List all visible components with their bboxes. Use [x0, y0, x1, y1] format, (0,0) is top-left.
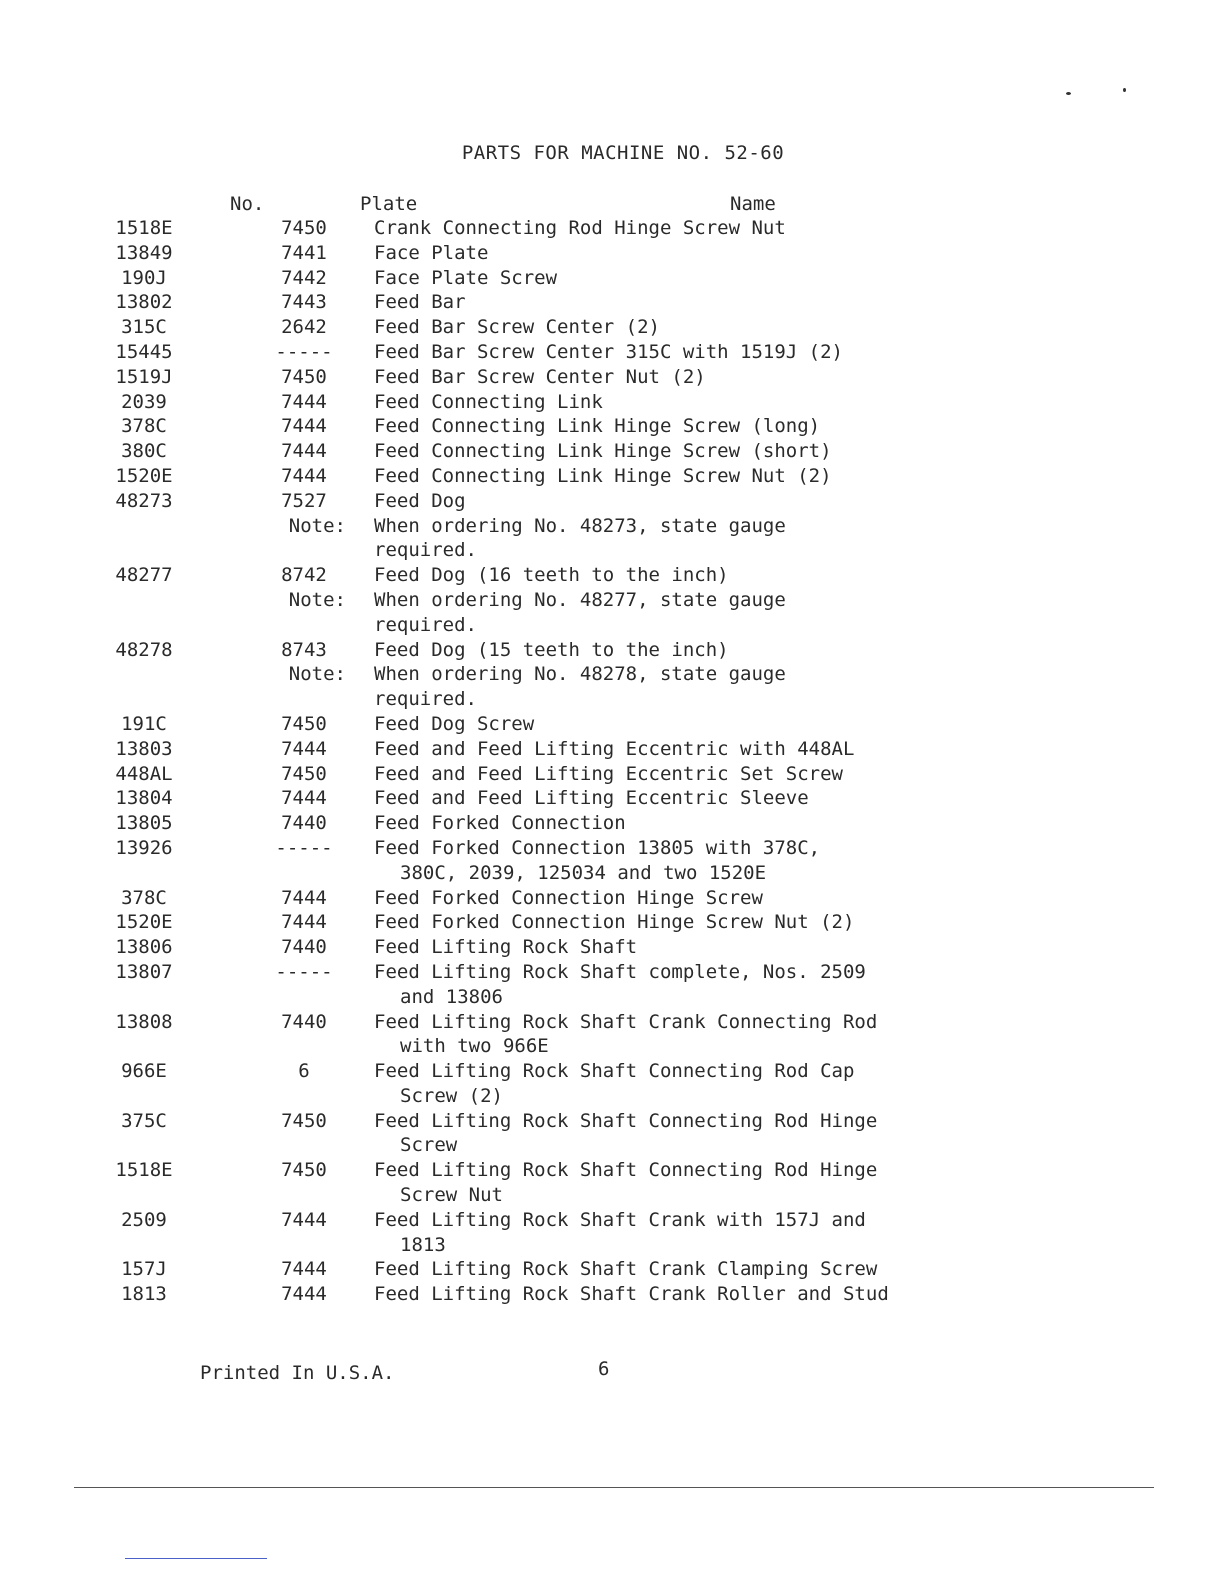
plate-number: 7450 — [281, 365, 327, 388]
continuation-row — [0, 861, 1224, 886]
part-row — [0, 786, 1224, 811]
plate-number — [188, 1133, 358, 1158]
blue-divider — [125, 1558, 267, 1559]
part-name: Feed Dog (16 teeth to the inch) — [374, 564, 729, 587]
continuation-row — [0, 985, 1224, 1010]
plate-number: 7440 — [281, 936, 327, 959]
plate-number: 7444 — [281, 886, 327, 909]
part-row — [0, 390, 1224, 415]
plate-number: 7444 — [281, 464, 327, 487]
part-row — [0, 687, 1224, 712]
part-number — [0, 588, 188, 613]
plate-number: 6 — [298, 1060, 310, 1083]
continuation-row — [0, 1084, 1224, 1109]
plate-number — [188, 861, 358, 886]
plate-number — [188, 1233, 358, 1258]
part-name: Feed Dog Screw — [374, 712, 535, 735]
plate-number — [188, 1034, 358, 1059]
plate-number: 7443 — [281, 291, 327, 314]
part-number — [0, 613, 188, 638]
part-name: required. — [374, 539, 477, 562]
plate-number: 8742 — [281, 564, 327, 587]
part-name: with two 966E — [400, 1035, 549, 1058]
part-number: 13806 — [115, 936, 173, 959]
plate-number: 7444 — [281, 787, 327, 810]
part-name: Feed Lifting Rock Shaft Connecting Rod Hinge — [374, 1109, 878, 1132]
part-row — [0, 935, 1224, 960]
part-name: required. — [374, 613, 477, 636]
plate-number: 7444 — [281, 1208, 327, 1231]
part-row — [0, 290, 1224, 315]
part-number: 157J — [121, 1258, 167, 1281]
part-number: 13803 — [115, 737, 173, 760]
part-name: Feed Forked Connection Hinge Screw Nut (2) — [374, 911, 855, 934]
part-number: 191C — [121, 712, 167, 735]
plate-number: 7444 — [281, 440, 327, 463]
part-name: When ordering No. 48278, state gauge — [374, 663, 786, 686]
part-name: When ordering No. 48277, state gauge — [374, 588, 786, 611]
plate-number: 7440 — [281, 1010, 327, 1033]
part-number — [0, 985, 188, 1010]
part-name: Feed Bar Screw Center (2) — [374, 316, 660, 339]
part-row — [0, 464, 1224, 489]
part-number: 1520E — [115, 464, 173, 487]
part-row — [0, 910, 1224, 935]
part-name: 380C, 2039, 125034 and two 1520E — [400, 861, 767, 884]
part-row — [0, 414, 1224, 439]
part-name: Feed Lifting Rock Shaft Connecting Rod Cap — [374, 1060, 855, 1083]
part-name: Feed and Feed Lifting Eccentric Set Screw — [374, 762, 843, 785]
part-number: 378C — [121, 415, 167, 438]
plate-number: 7450 — [281, 1159, 327, 1182]
note-row — [0, 662, 1224, 687]
part-name: Screw (2) — [400, 1084, 503, 1107]
part-row — [0, 1109, 1224, 1134]
part-name: and 13806 — [400, 985, 503, 1008]
plate-number: 7444 — [281, 737, 327, 760]
part-number: 48277 — [115, 564, 173, 587]
part-name: Feed Dog — [374, 489, 466, 512]
part-row — [0, 762, 1224, 787]
column-header-plate: Plate — [360, 193, 418, 215]
part-name: Feed Connecting Link Hinge Screw (long) — [374, 415, 821, 438]
part-row — [0, 613, 1224, 638]
part-number: 15445 — [115, 340, 173, 363]
part-name: Feed Forked Connection 13805 with 378C, — [374, 836, 821, 859]
part-name: Feed Bar — [374, 291, 466, 314]
part-number — [0, 861, 188, 886]
plate-number: ----- — [275, 340, 333, 363]
continuation-row — [0, 1133, 1224, 1158]
part-number: 1813 — [121, 1283, 167, 1306]
parts-table — [0, 216, 1224, 1307]
part-row — [0, 886, 1224, 911]
plate-number — [188, 985, 358, 1010]
part-row — [0, 439, 1224, 464]
plate-number: 7450 — [281, 1109, 327, 1132]
part-row — [0, 737, 1224, 762]
part-name: Feed Connecting Link Hinge Screw Nut (2) — [374, 464, 832, 487]
part-number: 13849 — [115, 241, 173, 264]
plate-number — [188, 1183, 358, 1208]
part-number — [0, 1084, 188, 1109]
plate-number — [188, 1084, 358, 1109]
part-number — [0, 1133, 188, 1158]
part-row — [0, 836, 1224, 861]
part-name: Feed Connecting Link Hinge Screw (short) — [374, 440, 832, 463]
part-name: Feed and Feed Lifting Eccentric with 448AL — [374, 737, 855, 760]
plate-number: Note: — [288, 663, 346, 686]
page-number: 6 — [598, 1358, 610, 1380]
part-name: Feed Forked Connection Hinge Screw — [374, 886, 763, 909]
part-name: Feed Lifting Rock Shaft Crank Connecting Rod — [374, 1010, 878, 1033]
part-name: Feed Lifting Rock Shaft Crank with 157J and — [374, 1208, 866, 1231]
part-number: 48273 — [115, 489, 173, 512]
part-number — [0, 1034, 188, 1059]
part-number: 448AL — [115, 762, 173, 785]
part-number: 190J — [121, 266, 167, 289]
part-name: Feed Forked Connection — [374, 812, 626, 835]
continuation-row — [0, 1183, 1224, 1208]
column-header-no: No. — [230, 193, 265, 215]
plate-number: 7440 — [281, 812, 327, 835]
part-number: 375C — [121, 1109, 167, 1132]
plate-number: 7444 — [281, 1283, 327, 1306]
part-row — [0, 365, 1224, 390]
part-row — [0, 811, 1224, 836]
plate-number — [188, 613, 358, 638]
part-row — [0, 489, 1224, 514]
plate-number — [188, 687, 358, 712]
part-number: 13804 — [115, 787, 173, 810]
part-row — [0, 266, 1224, 291]
part-name: When ordering No. 48273, state gauge — [374, 514, 786, 537]
part-number: 13926 — [115, 836, 173, 859]
part-number: 2039 — [121, 390, 167, 413]
column-header-name: Name — [730, 193, 776, 215]
note-row — [0, 514, 1224, 539]
plate-number: ----- — [275, 960, 333, 983]
part-row — [0, 563, 1224, 588]
plate-number: 7450 — [281, 217, 327, 239]
part-row — [0, 638, 1224, 663]
part-number: 1518E — [115, 1159, 173, 1182]
plate-number: 7444 — [281, 415, 327, 438]
part-number: 1520E — [115, 911, 173, 934]
part-row — [0, 1059, 1224, 1084]
part-number — [0, 514, 188, 539]
part-name: Feed Connecting Link — [374, 390, 603, 413]
plate-number: Note: — [288, 514, 346, 537]
plate-number: 7442 — [281, 266, 327, 289]
part-number: 13808 — [115, 1010, 173, 1033]
part-row — [0, 1158, 1224, 1183]
part-name: Feed Dog (15 teeth to the inch) — [374, 638, 729, 661]
part-name: Feed Lifting Rock Shaft complete, Nos. 2509 — [374, 960, 866, 983]
part-number: 13805 — [115, 812, 173, 835]
part-number: 1519J — [115, 365, 173, 388]
plate-number: 7441 — [281, 241, 327, 264]
part-row — [0, 1257, 1224, 1282]
part-number: 966E — [121, 1060, 167, 1083]
continuation-row — [0, 1034, 1224, 1059]
part-number: 1518E — [115, 217, 173, 239]
plate-number: ----- — [275, 836, 333, 859]
part-name: Feed Lifting Rock Shaft Crank Roller and Stud — [374, 1283, 889, 1306]
part-name: Face Plate — [374, 241, 489, 264]
part-row — [0, 216, 1224, 241]
part-number: 48278 — [115, 638, 173, 661]
plate-number: 8743 — [281, 638, 327, 661]
bottom-divider — [74, 1487, 1154, 1488]
part-name: required. — [374, 688, 477, 711]
plate-number: 7444 — [281, 390, 327, 413]
scan-speck — [1066, 92, 1071, 95]
plate-number: Note: — [288, 588, 346, 611]
part-row — [0, 1282, 1224, 1307]
scan-speck — [1123, 88, 1126, 92]
part-name: Feed Bar Screw Center Nut (2) — [374, 365, 706, 388]
part-number: 380C — [121, 440, 167, 463]
part-name: Screw Nut — [400, 1184, 503, 1207]
part-number: 378C — [121, 886, 167, 909]
part-name: Feed Lifting Rock Shaft Connecting Rod Hinge — [374, 1159, 878, 1182]
printed-in-label: Printed In U.S.A. — [200, 1362, 395, 1384]
part-number: 13807 — [115, 960, 173, 983]
part-name: Feed Bar Screw Center 315C with 1519J (2) — [374, 340, 843, 363]
plate-number: 7450 — [281, 762, 327, 785]
part-row — [0, 340, 1224, 365]
plate-number: 7444 — [281, 911, 327, 934]
plate-number: 2642 — [281, 316, 327, 339]
part-name: Feed Lifting Rock Shaft Crank Clamping Screw — [374, 1258, 878, 1281]
part-row — [0, 960, 1224, 985]
plate-number: 7527 — [281, 489, 327, 512]
page-title: PARTS FOR MACHINE NO. 52-60 — [461, 142, 785, 164]
part-row — [0, 1010, 1224, 1035]
part-number: 13802 — [115, 291, 173, 314]
part-name: 1813 — [400, 1233, 446, 1256]
part-number — [0, 1183, 188, 1208]
part-name: Crank Connecting Rod Hinge Screw Nut — [374, 217, 786, 239]
part-row — [0, 315, 1224, 340]
note-row — [0, 588, 1224, 613]
part-row — [0, 538, 1224, 563]
part-number — [0, 538, 188, 563]
part-row — [0, 1208, 1224, 1233]
part-number — [0, 687, 188, 712]
continuation-row — [0, 1233, 1224, 1258]
part-row — [0, 241, 1224, 266]
part-name: Screw — [400, 1134, 458, 1157]
part-name: Feed and Feed Lifting Eccentric Sleeve — [374, 787, 809, 810]
plate-number: 7444 — [281, 1258, 327, 1281]
plate-number — [188, 538, 358, 563]
part-number: 315C — [121, 316, 167, 339]
part-row — [0, 712, 1224, 737]
part-number: 2509 — [121, 1208, 167, 1231]
plate-number: 7450 — [281, 712, 327, 735]
part-number — [0, 1233, 188, 1258]
part-number — [0, 662, 188, 687]
part-name: Feed Lifting Rock Shaft — [374, 936, 638, 959]
part-name: Face Plate Screw — [374, 266, 558, 289]
